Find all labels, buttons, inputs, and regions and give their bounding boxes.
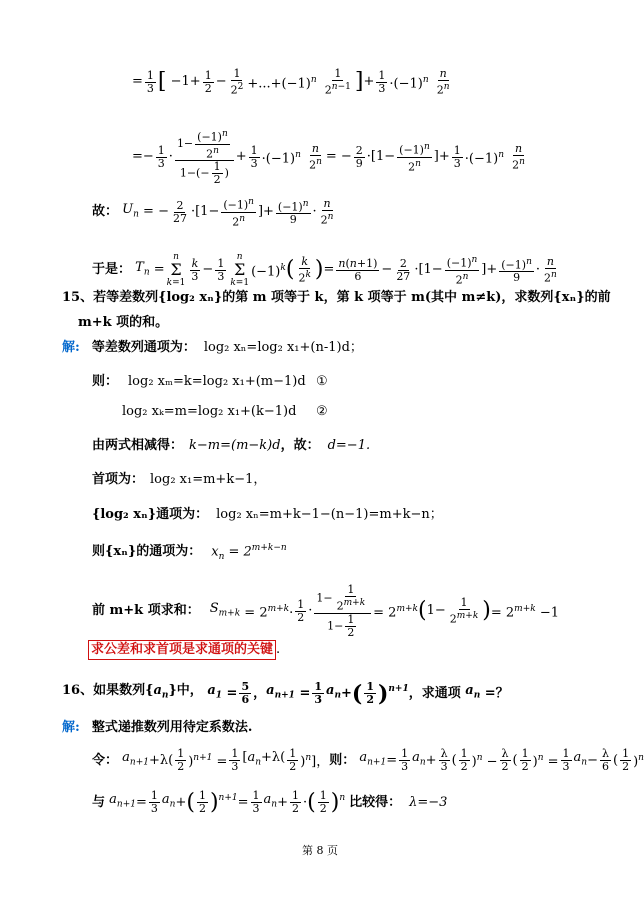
solution-16-step-2: 令： $a_{n+1}$ +λ( $\frac{1}{2}$ )$^{n+1}$ = $\frac{1}{3}$ [$a_n+\lambda$( $\frac{1}{2}$ )$^n$]， 则： $a_{n+1}$ = $\frac{1}{3}$ $a_n$ + $\frac{\lambda}{3}$ ( $\frac{1}{2}$ )$^n$ − $\frac{\lambda}{2}$ ( $\frac{1}{2}$ )$^n$ = $\frac{1}{3}$ $a_n$ − $\frac{\lambda}{6}$ ( $\frac{1}{2}$ )$^n$: [92, 747, 644, 773]
problem-16: 16、如果数列$\{a_n\}$中， $a_1$ = $\frac{5}{6}$ ， $a_{n+1}$ = $\frac{1}{3}$ $a_n$ + ( $\frac{1}{2}$ ) $^{n+1}$ ，求通项 $a_n$ =？: [62, 680, 509, 707]
circle-2: ②: [316, 404, 328, 419]
solution-16-step-1: 解: 整式递推数列用待定系数法.: [62, 720, 253, 735]
solution-15-step-3: log₂ xₖ=m=log₂ x₁+(k−1)d: [122, 404, 297, 419]
solution-label-16: 解:: [62, 720, 80, 735]
solution-15-step-1: 解: 等差数列通项为： log₂ xₙ=log₂ x₁+(n-1)d；: [62, 340, 363, 355]
key-point-box: 求公差和求首项是求通项的关键: [88, 640, 276, 660]
solution-15-step-4: 由两式相减得： k−m=(m−k)d ，故： d=−1.: [92, 438, 371, 453]
key-point-note: 求公差和求首项是求通项的关键 .: [88, 640, 280, 660]
solution-15-step-5: 首项为： log₂ x₁=m+k−1，: [92, 472, 267, 487]
problem-15-line-1: 15、若等差数列{log₂ xₙ}的第 m 项等于 k，第 k 项等于 m(其中 m≠k)，求数列{xₙ}的前: [62, 290, 611, 305]
solution-label: 解:: [62, 340, 80, 355]
equation-line-1: = $\frac{1}{3}$ [ −1+ $\frac{1}{2}$ − $\frac{1}{2^2}$ $+...+(-1)^n$ $\frac{1}{2^{n-1}}$ ] + $\frac{1}{3}$ $\cdot(-1)^n$ $\frac{n}{2^n}$: [132, 67, 450, 97]
solution-15-step-6: {log₂ xₙ}通项为： log₂ xₙ=m+k−1−(n−1)=m+k−n；: [92, 507, 443, 522]
solution-15-step-8: 前 m+k 项求和： $S_{m+k}$ = $2^{m+k}\cdot$ $\frac{1}{2}$ · 1− $\frac{1}{2^{m+k}}$ 1− $\frac{1}{2}$ = $2^{m+k}$ ( 1− $\frac{1}{2^{m+k}}$ ) = $2^{m+k} -1$: [92, 583, 559, 639]
solution-16-step-3: 与 $a_{n+1}$ = $\frac{1}{3}$ $a_n$ + ( $\frac{1}{2}$ ) $^{n+1}$ = $\frac{1}{3}$ $a_n$ + $\frac{1}{2}$ · ( $\frac{1}{2}$ ) $^n$ 比较得： λ=−3: [92, 789, 448, 815]
label-therefore: 故：: [92, 204, 119, 220]
circle-1: ①: [316, 374, 328, 389]
solution-15-step-7: 则{xₙ}的通项为： $x_n = 2^{m+k-n}$: [92, 543, 287, 562]
equation-line-4: 于是： $T_n$ = n Σ k=1 $\frac{k}{3}$ − $\frac{1}{3}$ n Σ k=1 $(-1)^k$ ( $\frac{k}{2^k}$ ) = $\frac{n(n+1)}{6}$ − $\frac{2}{27}$ ·[1− $\frac{(-1)^n}{2^n}$ ]+ $\frac{(-1)^n}{9}$ · $\frac{n}{2^n}$: [92, 252, 557, 288]
label-thus: 于是：: [92, 262, 132, 277]
equation-line-3: 故： $U_n$ = − $\frac{2}{27}$ ·[1− $\frac{(-1)^n}{2^n}$ ]+ $\frac{(-1)^n}{9}$ · $\frac{n}{2^n}$: [92, 196, 334, 229]
equation-line-2: =− $\frac{1}{3}$ · 1− $\frac{(-1)^n}{2^n}$ 1−(− $\frac{1}{2}$ ) + $\frac{1}{3}$ $\cdot(-1)^n$ $\frac{n}{2^n}$ = − $\frac{2}{9}$ ·[1− $\frac{(-1)^n}{2^n}$ ]+ $\frac{1}{3}$ $\cdot(-1)^n$ $\frac{n}{2^n}$: [132, 129, 525, 187]
page-number: 第 8 页: [302, 844, 338, 857]
problem-15-line-2: m+k 项的和。: [78, 315, 169, 330]
solution-15-step-2: 则： log₂ xₘ=k=log₂ x₁+(m−1)d: [92, 374, 306, 389]
